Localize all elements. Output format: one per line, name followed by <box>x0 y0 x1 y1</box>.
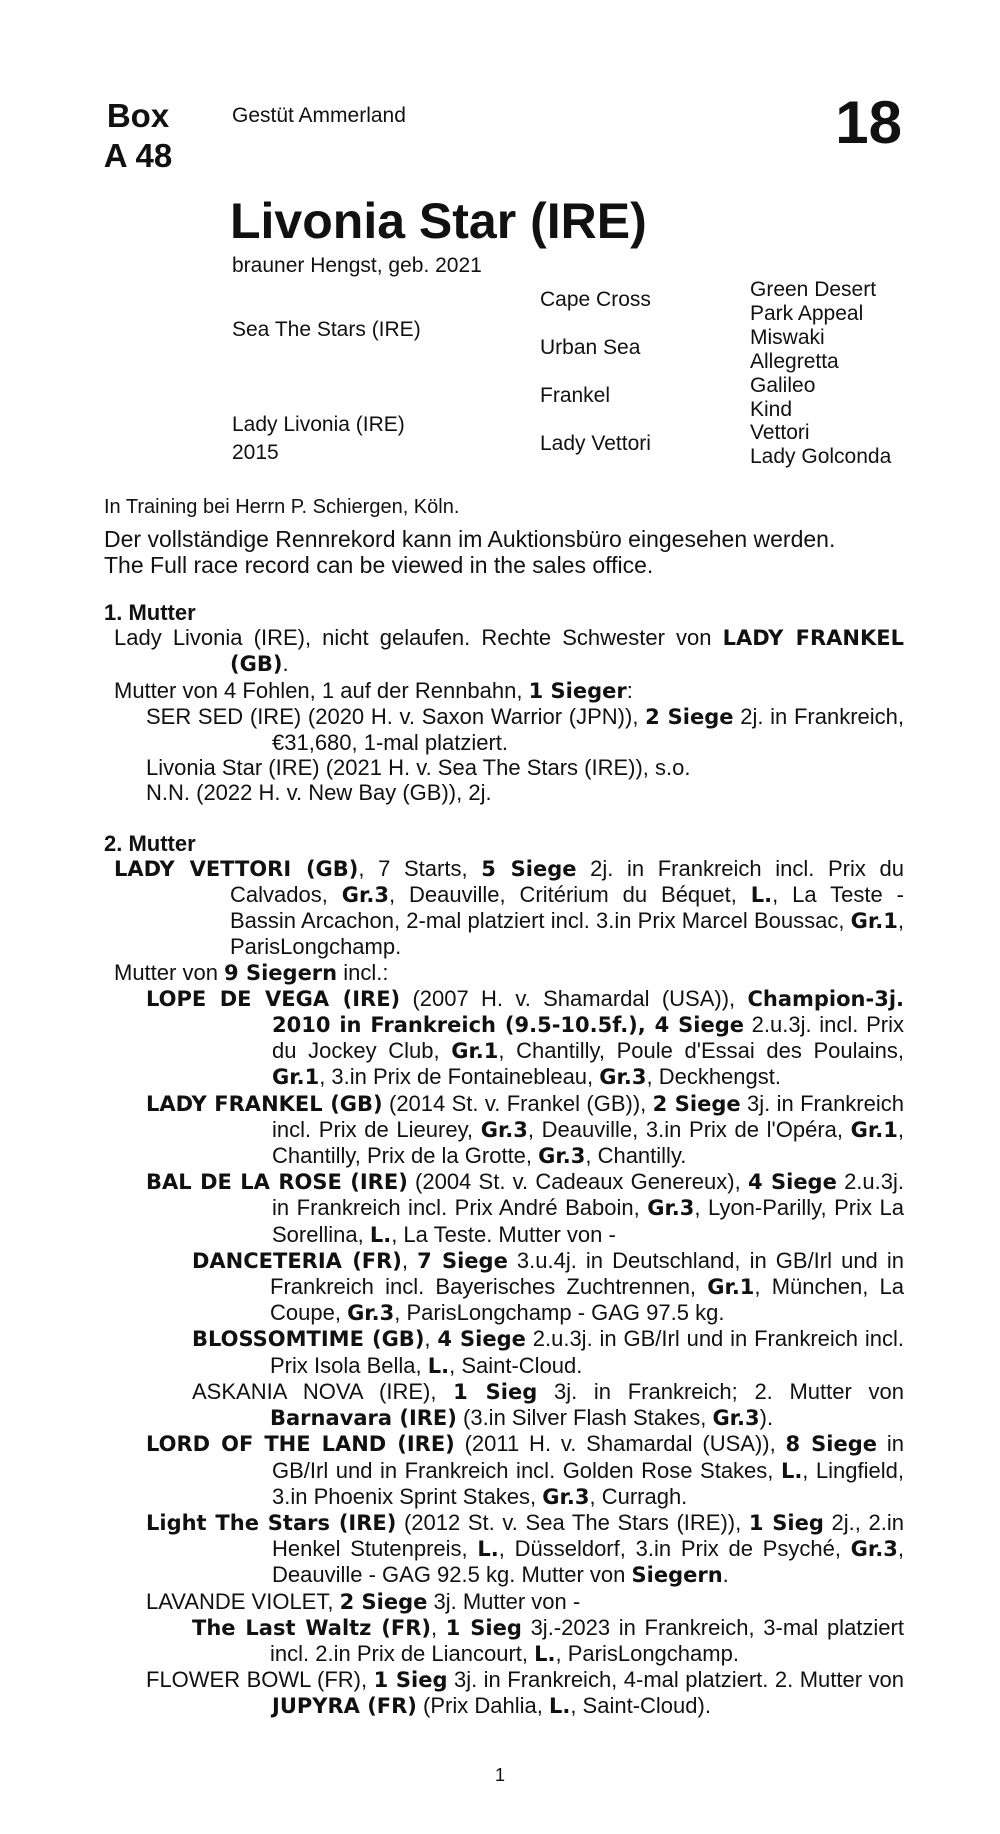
horse-description: brauner Hengst, geb. 2021 <box>232 254 482 277</box>
race-record-note <box>104 526 835 578</box>
pedigree-gen3-item: Miswaki <box>750 325 825 349</box>
pedigree-gen3-item: Green Desert <box>750 278 877 301</box>
pedigree-gen2: Frankel <box>540 384 611 407</box>
first-dam-produce-summary: Mutter von 4 Fohlen, 1 auf der Rennbahn, 1 Sieger: <box>114 677 633 703</box>
offspring-entry: LADY FRANKEL (GB) (2014 St. v. Frankel (GB)), 2 Siege 3j. in Frankreich incl. Prix de Lieurey, Gr.3, Deauville, 3.in Prix de l'Opéra, Gr.1, Chantilly, Prix de la Grotte, Gr.3, Chantilly. <box>146 1090 904 1169</box>
breeder: Gestüt Ammerland <box>232 104 406 127</box>
pedigree-dam-year: 2015 <box>232 441 279 464</box>
offspring-entry: N.N. (2022 H. v. New Bay (GB)), 2j. <box>146 780 492 806</box>
pedigree-gen3-item: Vettori <box>750 421 810 445</box>
offspring-entry: BAL DE LA ROSE (IRE) (2004 St. v. Cadeaux Genereux), 4 Siege 2.u.3j. in Frankreich incl. Prix André Baboin, Gr.3, Lyon-Parilly, Prix La Sorellina, L., La Teste. Mutter von - <box>146 1169 905 1247</box>
pedigree-sire: Sea The Stars (IRE) <box>232 318 421 341</box>
first-dam-entry: Lady Livonia (IRE), nicht gelaufen. Rechte Schwester von LADY FRANKEL (GB). <box>114 625 905 677</box>
pedigree-gen3-item: Lady Golconda <box>750 445 892 469</box>
pedigree-dam: Lady Livonia (IRE) <box>232 413 405 436</box>
pedigree-gen3-item: Kind <box>750 397 793 421</box>
offspring-entry: LAVANDE VIOLET, 2 Siege 3j. Mutter von - <box>146 1588 581 1614</box>
pedigree-gen2: Cape Cross <box>540 288 651 311</box>
offspring-entry: LOPE DE VEGA (IRE) (2007 H. v. Shamardal (USA)), Champion-3j. 2010 in Frankreich (9.5-10.5f.), 4 Siege 2.u.3j. incl. Prix du Jockey Club, Gr.1, Chantilly, Poule d'Essai des Poulains, Gr.1, 3.in Prix de Fontainebleau, Gr.3, Deckhengst. <box>146 985 904 1090</box>
lot-number: 18 <box>835 89 902 156</box>
grand-offspring-entry: BLOSSOMTIME (GB), 4 Siege 2.u.3j. in GB/Irl und in Frankreich incl. Prix Isola Bella, L., Saint-Cloud. <box>192 1326 905 1378</box>
offspring-entry: SER SED (IRE) (2020 H. v. Saxon Warrior (JPN)), 2 Siege 2j. in Frankreich, €31,680, 1-mal platziert. <box>146 703 905 756</box>
grand-offspring-entry: ASKANIA NOVA (IRE), 1 Sieg 3j. in Frankreich; 2. Mutter von Barnavara (IRE) (3.in Silver Flash Stakes, Gr.3). <box>192 1378 904 1431</box>
grand-offspring-entry: DANCETERIA (FR), 7 Siege 3.u.4j. in Deutschland, in GB/Irl und in Frankreich incl. Bayerisches Zuchtrennen, Gr.1, München, La Coupe, Gr.3, ParisLongchamp - GAG 97.5 kg. <box>192 1247 904 1326</box>
offspring-entry: FLOWER BOWL (FR), 1 Sieg 3j. in Frankreich, 4-mal platziert. 2. Mutter von JUPYRA (FR) (Prix Dahlia, L., Saint-Cloud). <box>146 1667 904 1719</box>
pedigree-gen3-item: Galileo <box>750 373 816 397</box>
offspring-entry: LORD OF THE LAND (IRE) (2011 H. v. Shamardal (USA)), 8 Siege in GB/Irl und in Frankreich incl. Golden Rose Stakes, L., Lingfield, 3.in Phoenix Sprint Stakes, Gr.3, Curragh. <box>146 1431 904 1509</box>
pedigree-gen3-item: Park Appeal <box>750 301 864 325</box>
box-title: Box <box>106 97 170 134</box>
catalogue-body <box>104 600 904 1720</box>
box-label <box>103 96 173 176</box>
note-english: The Full race record can be viewed in the sales office. <box>104 552 654 578</box>
horse-name: Livonia Star (IRE) <box>230 193 647 249</box>
grand-offspring-entry: The Last Waltz (FR), 1 Sieg 3j.-2023 in Frankreich, 3-mal platziert incl. 2.in Prix de Liancourt, L., ParisLongchamp. <box>192 1614 904 1666</box>
second-dam-heading: 2. Mutter <box>104 830 196 856</box>
box-number: A 48 <box>103 137 173 174</box>
page-number: 1 <box>495 1765 506 1785</box>
pedigree-gen2: Lady Vettori <box>540 432 651 455</box>
trainer-info: In Training bei Herrn P. Schiergen, Köln. <box>104 496 460 518</box>
pedigree-gen2: Urban Sea <box>540 336 641 359</box>
second-dam-entry: LADY VETTORI (GB), 7 Starts, 5 Siege 2j. in Frankreich incl. Prix du Calvados, Gr.3, Deauville, Critérium du Béquet, L., La Teste - Bassin Arcachon, 2-mal platziert incl. 3.in Prix Marcel Boussac, Gr.1, ParisLongchamp. <box>114 855 904 960</box>
pedigree-gen3 <box>750 278 891 469</box>
pedigree-gen3-item: Allegretta <box>750 349 839 373</box>
second-dam-produce-summary: Mutter von 9 Siegern incl.: <box>114 959 389 985</box>
first-dam-heading: 1. Mutter <box>104 600 196 625</box>
offspring-entry: Livonia Star (IRE) (2021 H. v. Sea The Stars (IRE)), s.o. <box>146 755 691 781</box>
note-german: Der vollständige Rennrekord kann im Auktionsbüro eingesehen werden. <box>104 526 836 552</box>
offspring-entry: Light The Stars (IRE) (2012 St. v. Sea The Stars (IRE)), 1 Sieg 2j., 2.in Henkel Stutenpreis, L., Düsseldorf, 3.in Prix de Psyché, Gr.3, Deauville - GAG 92.5 kg. Mutter von Siegern. <box>146 1509 904 1588</box>
